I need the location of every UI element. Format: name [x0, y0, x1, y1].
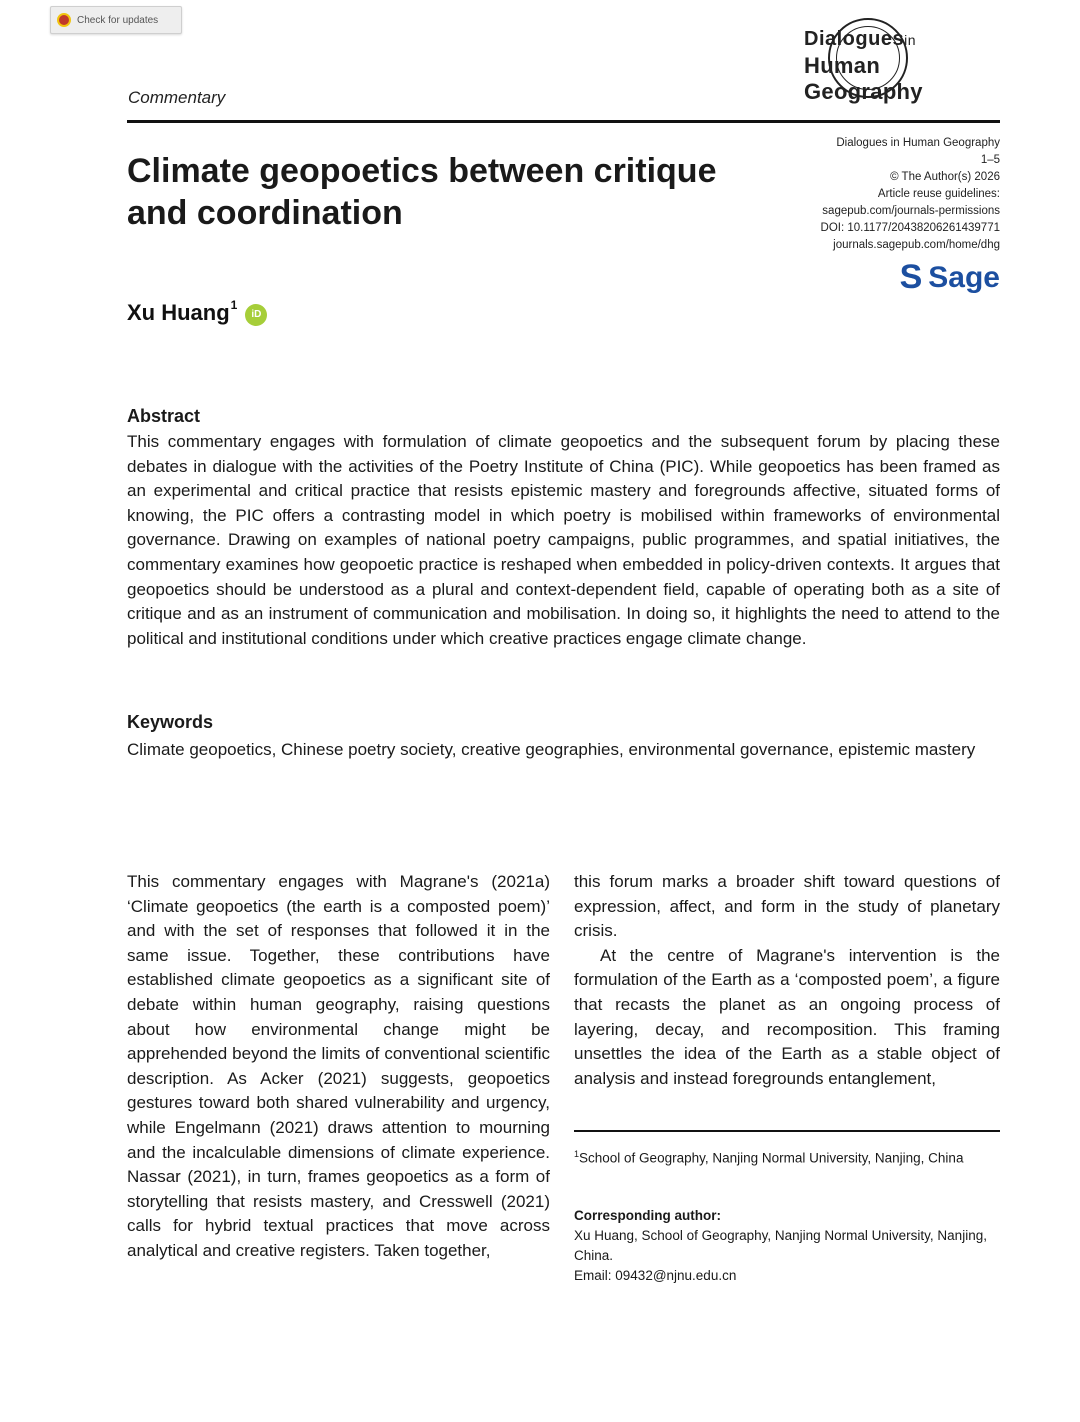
author-line	[127, 300, 267, 326]
meta-reuse-label: Article reuse guidelines:	[877, 188, 1000, 200]
body-column-right	[574, 870, 1000, 1091]
journal-logo-line2: Human Geography	[804, 53, 923, 104]
abstract-text: This commentary engages with formulation of climate geopoetics and the subsequent forum by placing these debates in dialogue with the activities of the Poetry Institute of China (PIC). While geopoetics has been framed as an experimental and critical practice that resists epistemic mastery and foregrounds affective, situated forms of knowing, the PIC offers a contrasting model in which poetry is mobilised within frameworks of environmental governance. Drawing on examples of national poetry campaigns, public programmes, and spatial initiatives, the commentary examines how geopoetic practice is reshaped when embedded in policy-driven contexts. It argues that geopoetics should be understood as a plural and context-dependent field, capable of operating both as a site of critique and as an instrument of communication and mobilisation. In doing so, it highlights the need to attend to the political and institutional conditions under which creative practices engage climate change.	[127, 432, 1000, 648]
body-paragraph: this forum marks a broader shift toward questions of expression, affect, and form in the study of planetary crisis.	[574, 872, 1000, 941]
author-name: Xu Huang	[127, 300, 230, 325]
corresponding-address: Xu Huang, School of Geography, Nanjing Normal University, Nanjing, China.	[574, 1228, 987, 1263]
keywords-heading: Keywords	[127, 712, 214, 732]
meta-reuse-link[interactable]: sagepub.com/journals-permissions	[822, 205, 1000, 217]
meta-copyright: © The Author(s) 2026	[890, 171, 1000, 183]
journal-logo-line1	[804, 28, 916, 51]
affiliation-footnote	[574, 1144, 984, 1169]
email-label: Email:	[574, 1268, 612, 1283]
footnote-rule	[574, 1130, 1000, 1132]
abstract-heading: Abstract	[127, 406, 201, 426]
email-link[interactable]: 09432@njnu.edu.cn	[615, 1268, 737, 1283]
body-paragraph: This commentary engages with Magrane's (2021a) ‘Climate geopoetics (the earth is a composted poem)’ and with the set of responses that followed it in the same issue. Together, these contributions have established climate geopoetics as a significant site of debate within human geography, raising questions about how environmental change might be apprehended beyond the limits of conventional scientific description. As Acker (2021) suggests, geopoetics gestures toward both shared vulnerability and urgency, while Engelmann (2021) draws attention to mourning and the incalculable dimensions of climate experience. Nassar (2021), in turn, frames geopoetics as a form of storytelling that resists mastery, and Cresswell (2021) calls for hybrid textual practices that move across analytical and creative registers. Taken together,	[127, 872, 550, 1260]
section-label: Commentary	[128, 88, 226, 107]
meta-journal: Dialogues in Human Geography	[836, 137, 1000, 149]
meta-homepage-link[interactable]: journals.sagepub.com/home/dhg	[833, 239, 1000, 251]
orcid-icon[interactable]: iD	[245, 304, 267, 326]
meta-doi[interactable]: DOI: 10.1177/20438206261439771	[820, 222, 1000, 234]
meta-pages: 1–5	[980, 154, 1000, 166]
journal-logo	[804, 18, 1004, 102]
check-for-updates-button[interactable]	[50, 6, 182, 34]
article-metadata	[680, 135, 1000, 254]
affiliation-footnote-mark: 1	[574, 1149, 580, 1159]
journal-logo-main: Dialogues	[804, 28, 905, 50]
sage-wordmark: Sage	[928, 260, 1000, 294]
keywords-text: Climate geopoetics, Chinese poetry society, creative geographies, environmental governance, epistemic mastery	[127, 740, 976, 759]
body-paragraph: At the centre of Magrane's intervention is the formulation of the Earth as a ‘composted poem’, a figure that recasts the planet as an ongoing process of layering, decay, and recomposition. This framing unsettles the idea of the Earth as a stable object of analysis and instead foregrounds entanglement,	[574, 945, 1000, 1088]
corresponding-author	[574, 1206, 1000, 1286]
crossmark-icon	[57, 13, 71, 27]
journal-logo-small: in	[904, 32, 916, 48]
corresponding-email-line	[574, 1266, 1000, 1286]
affiliation-text: School of Geography, Nanjing Normal University, Nanjing, China	[579, 1150, 964, 1166]
header-rule	[127, 120, 1000, 123]
corresponding-heading: Corresponding author:	[574, 1208, 721, 1223]
body-column-left	[127, 870, 550, 1264]
article-title: Climate geopoetics between critique and coordination	[127, 152, 717, 232]
author-affiliation-mark: 1	[230, 298, 238, 312]
sage-logo	[900, 258, 1000, 297]
check-for-updates-label: Check for updates	[77, 14, 159, 26]
sage-s-icon: S	[899, 258, 923, 296]
